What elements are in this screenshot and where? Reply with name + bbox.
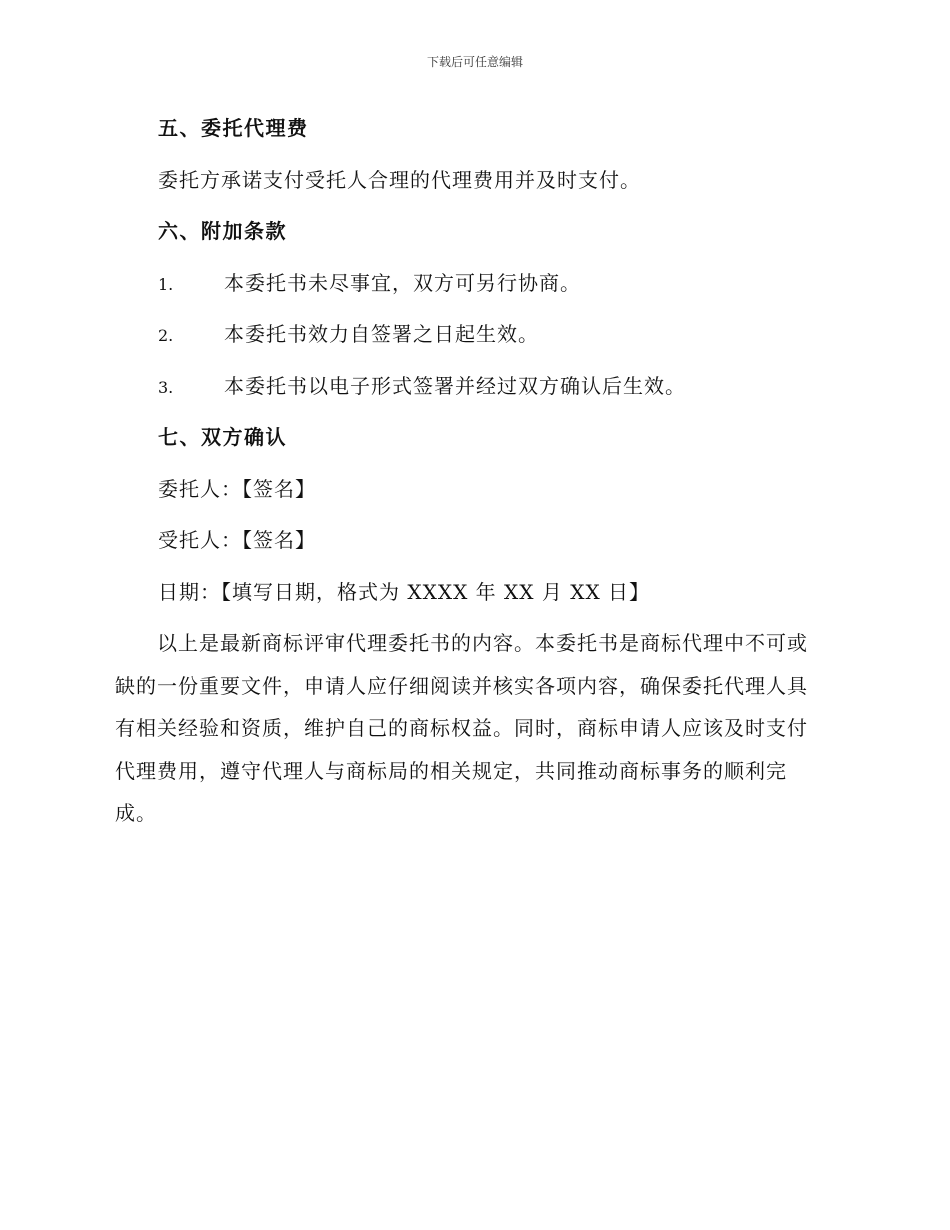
agent-signature-line: 受托人：【签名】 xyxy=(158,528,316,552)
principal-signature-line: 委托人：【签名】 xyxy=(158,477,316,501)
paragraph-line: 有相关经验和资质，维护自己的商标权益。同时，商标申请人应该及时支付 xyxy=(115,716,808,740)
list-number: 3. xyxy=(158,378,174,397)
paragraph-line: 以上是最新商标评审代理委托书的内容。本委托书是商标代理中不可或 xyxy=(115,631,808,655)
paragraph-line: 成。 xyxy=(115,801,157,825)
section-heading-terms: 六、附加条款 xyxy=(158,219,287,243)
section-heading-fee: 五、委托代理费 xyxy=(158,116,309,140)
list-text: 本委托书以电子形式签署并经过双方确认后生效。 xyxy=(224,374,686,398)
fee-paragraph: 委托方承诺支付受托人合理的代理费用并及时支付。 xyxy=(158,168,641,192)
page-header: 下载后可任意编辑 xyxy=(426,55,523,69)
paragraph-line: 缺的一份重要文件，申请人应仔细阅读并核实各项内容，确保委托代理人具 xyxy=(115,674,808,698)
date-line: 日期：【填写日期，格式为 XXXX 年 XX 月 XX 日】 xyxy=(158,580,651,604)
list-text: 本委托书效力自签署之日起生效。 xyxy=(224,322,539,346)
list-item xyxy=(158,372,686,402)
list-text: 本委托书未尽事宜，双方可另行协商。 xyxy=(224,271,581,295)
list-item xyxy=(158,320,539,350)
paragraph-line: 代理费用，遵守代理人与商标局的相关规定，共同推动商标事务的顺利完 xyxy=(115,759,787,783)
list-item xyxy=(158,269,581,299)
list-number: 2. xyxy=(158,326,174,345)
list-number: 1. xyxy=(158,275,174,294)
section-heading-confirm: 七、双方确认 xyxy=(158,425,287,449)
